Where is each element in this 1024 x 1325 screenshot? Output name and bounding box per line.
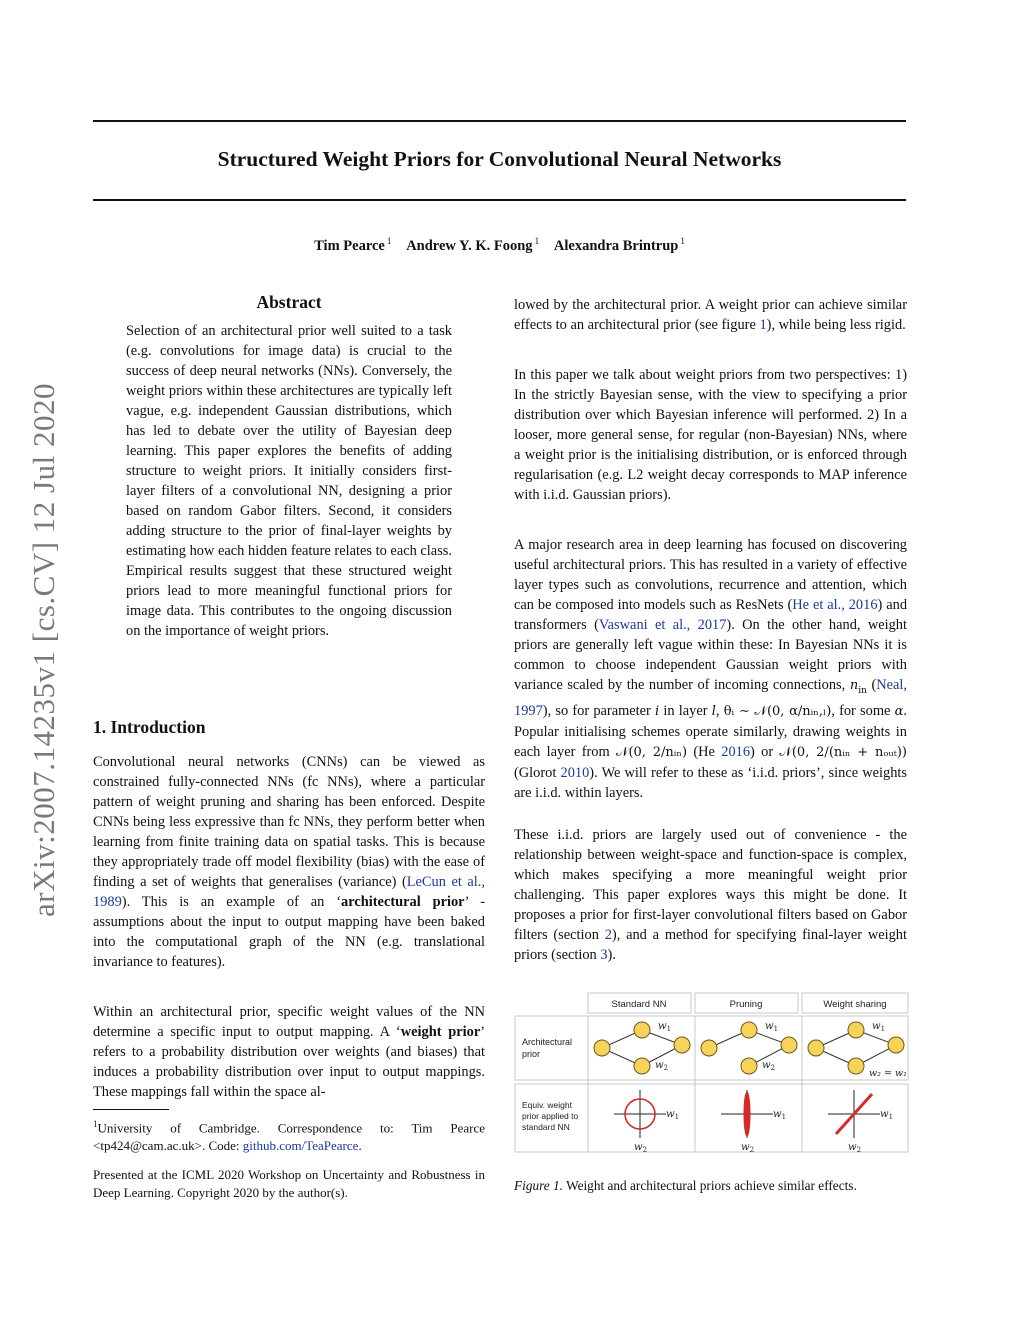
paper-title: Structured Weight Priors for Convolutional Neural Networks <box>217 147 782 171</box>
term-architectural-prior: architectural prior <box>341 894 465 910</box>
footnote: $^1$University of Cambridge. Correspondence to: Tim Pearce <tp424@cam.ac.uk>. Code: github.com/TeaPearce. <box>93 1119 485 1154</box>
prior-axis-label-w1: $w_1$ <box>773 1109 787 1121</box>
prior-axis-label-w1: $w_1$ <box>880 1109 894 1121</box>
formula-he: 𝒩(0, 2/nᵢₙ) <box>615 744 688 760</box>
citation-link[interactable]: 2010 <box>560 764 590 781</box>
col-header-standard: Standard NN <box>611 999 667 1010</box>
intro-paragraph-1: Convolutional neural networks (CNNs) can be viewed as constrained fully-connected NNs (fc NNs), where a particular pattern of weight pruning and sharing has been enforced. Despite CNNs being less expressive than fc NNs, they perform better when learning from finite training data on spatial tasks. This is because they appropriately trade off model flexibility (bias) with the ease of finding a set of weights that generalises (variance) (LeCun et al., 1989). This is an example of an ‘architectural prior’ - assumptions about the input to output mapping have been baked into the computational graph of the NN (e.g. translational invariance to features). <box>93 754 485 970</box>
row-label-arch-1: Architectural <box>522 1037 573 1047</box>
affiliation-mark: 1 <box>534 236 540 246</box>
right-paragraph-1: lowed by the architectural prior. A weight prior can achieve similar effects to an architectural prior (see figure 1), while being less rigid. <box>514 297 907 333</box>
network-node <box>674 1037 690 1053</box>
figure-1 <box>512 990 912 1156</box>
affiliation-mark: 1 <box>386 236 392 246</box>
weight-label-w1: $w_1$ <box>872 1021 886 1033</box>
term-weight-prior: weight prior <box>400 1024 481 1040</box>
network-node <box>888 1037 904 1053</box>
weight-label-w1: $w_1$ <box>765 1021 779 1033</box>
formula-glorot: 𝒩(0, 2/(nᵢₙ + nₒᵤₜ)) <box>779 744 907 760</box>
network-node <box>781 1037 797 1053</box>
abstract-body <box>126 321 452 641</box>
weight-label-shared: w₂ = w₁ <box>869 1068 907 1079</box>
footnote-rule <box>93 1109 169 1110</box>
right-paragraph-4: These i.i.d. priors are largely used out of convenience - the relationship between weight-space and function-space is complex, which makes specifying a more meaningful weight prior challenging. This paper explores ways this might be done. It proposes a prior for first-layer convolutional filters based on Gabor filters (section 2), and a method for specifying final-layer weight priors (section 3). <box>514 827 908 963</box>
workshop-notice: Presented at the ICML 2020 Workshop on Uncertainty and Robustness in Deep Learning. Copyright 2020 by the author(s). <box>93 1167 485 1200</box>
network-node <box>848 1058 864 1074</box>
arxiv-stamp: arXiv:2007.14235v1 [cs.CV] 12 Jul 2020 <box>26 383 61 917</box>
weight-label-w2: $w_2$ <box>655 1060 669 1072</box>
prior-axis-label-w2: $w_2$ <box>634 1142 648 1154</box>
citation-link[interactable]: Neal, 1997 <box>514 677 907 719</box>
network-node <box>741 1058 757 1074</box>
network-node <box>808 1040 824 1056</box>
network-node <box>594 1040 610 1056</box>
citation-link[interactable]: LeCun et al., 1989 <box>93 874 485 910</box>
row-label-equiv-2: prior applied to <box>522 1111 579 1121</box>
network-node <box>741 1022 757 1038</box>
section-ref-link[interactable]: 3 <box>600 947 608 963</box>
abstract-text: Selection of an architectural prior well suited to a task (e.g. convolutions for image data) is crucial to the success of deep neural networks (NNs). Conversely, the weight priors within these architectures are typically left vague, e.g. independent Gaussian distributions, which has led to debate over the utility of Bayesian deep learning. This paper explores the benefits of adding structure to weight priors. It initially considers first-layer filters of a convolutional NN, designing a prior based on random Gabor filters. Second, it considers adding structure to the prior of final-layer weights by estimating how each hidden feature relates to each class. Empirical results suggest that these structured weight priors lead to more meaningful functional priors for image data. This contributes to the ongoing discussion on the importance of weight priors. <box>126 323 452 639</box>
network-node <box>634 1058 650 1074</box>
col-header-sharing: Weight sharing <box>823 999 887 1010</box>
title-rule-top <box>93 120 906 122</box>
citation-link[interactable]: He et al., 2016 <box>792 597 878 613</box>
figure-caption: Figure 1. Weight and architectural priors achieve similar effects. <box>514 1178 857 1193</box>
citation-link[interactable]: Vaswani et al., 2017 <box>598 617 727 633</box>
abstract-heading: Abstract <box>256 292 322 312</box>
figure-ref-link[interactable]: 1 <box>759 317 767 333</box>
col-header-pruning: Pruning <box>729 999 763 1010</box>
caption-label: Figure 1. <box>514 1178 563 1193</box>
row-label-equiv-1: Equiv. weight <box>522 1100 572 1110</box>
row-label-arch-2: prior <box>522 1049 541 1059</box>
author-name: Andrew Y. K. Foong <box>406 237 533 254</box>
section-ref-link[interactable]: 2 <box>604 927 612 943</box>
prior-pruned <box>744 1092 750 1136</box>
affiliation-mark: 1 <box>680 236 685 246</box>
right-paragraph-2: In this paper we talk about weight priors from two perspectives: 1) In the strictly Bayesian sense, with the view to specifying a prior distribution over which Bayesian inference will performed. 2) In a looser, more general sense, for regular (non-Bayesian) NNs, where a weight prior is the initialising distribution, or is enforced through regularisation (e.g. L2 weight decay corresponds to MAP inference with i.i.d. Gaussian priors). <box>514 367 907 503</box>
author-name: Alexandra Brintrup <box>553 237 679 254</box>
code-link[interactable]: github.com/TeaPearce <box>242 1138 359 1154</box>
author-name: Tim Pearce <box>314 237 385 254</box>
network-node <box>634 1022 650 1038</box>
title-rule-bottom <box>93 199 906 201</box>
citation-link[interactable]: 2016 <box>721 743 751 760</box>
author-list <box>93 236 906 255</box>
weight-label-w2: $w_2$ <box>762 1060 776 1072</box>
prior-axis-label-w1: $w_1$ <box>666 1109 680 1121</box>
weight-label-w1: $w_1$ <box>658 1021 672 1033</box>
right-paragraph-3: A major research area in deep learning has focused on discovering useful architectural priors. This has resulted in a variety of effective layer types such as convolutions, recurrence and attention, which can be composed into models such as ResNets (He et al., 2016) and transformers (Vaswani et al., 2017). On the other hand, weight priors are generally left vague within these: In Bayesian NNs it is common to choose independent Gaussian weight priors with variance scaled by the number of incoming connections, $n_{in}$ (Neal, 1997), so for parameter i in layer l, θᵢ ∼ 𝒩(0, α/nᵢₙ,ₗ), for some α. Popular initialising schemes operate similarly, drawing weights in each layer from 𝒩(0, 2/nᵢₙ) (He 2016) or 𝒩(0, 2/(nᵢₙ + nₒᵤₜ)) (Glorot 2010). We will refer to these as ‘i.i.d. priors’, since weights are i.i.d. within layers. <box>514 537 908 801</box>
intro-paragraph-2: Within an architectural prior, specific weight values of the NN determine a specific input to output mapping. A ‘weight prior’ refers to a probability distribution over weights (and biases) that induces a probability distribution over input to output mappings. These mappings fall within the space al- <box>93 1004 485 1100</box>
section-heading-introduction: 1. Introduction <box>93 717 206 737</box>
network-node <box>701 1040 717 1056</box>
formula-prior: θᵢ ∼ 𝒩(0, α/nᵢₙ,ₗ) <box>723 703 832 719</box>
prior-axis-label-w2: $w_2$ <box>741 1142 755 1154</box>
network-node <box>848 1022 864 1038</box>
prior-axis-label-w2: $w_2$ <box>848 1142 862 1154</box>
row-label-equiv-3: standard NN <box>522 1122 570 1132</box>
